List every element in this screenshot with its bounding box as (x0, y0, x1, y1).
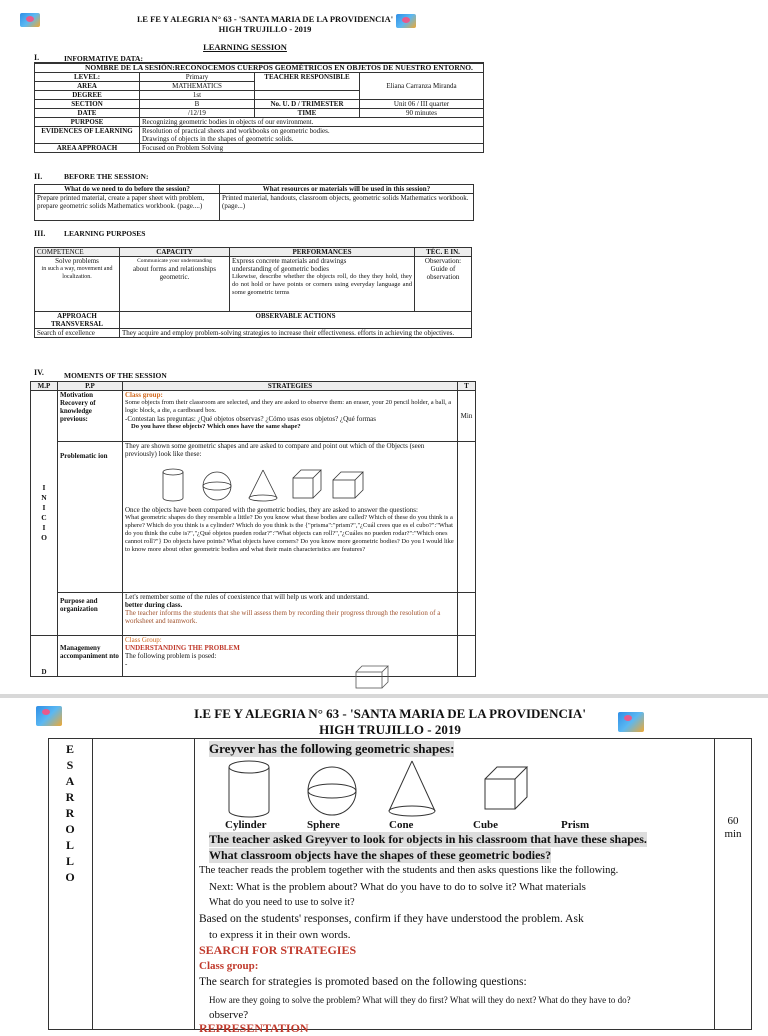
based-responses-2: to express it in their own words. (209, 929, 351, 941)
area-label: AREA (35, 82, 140, 91)
pp-header: P.P (58, 382, 123, 391)
cylinder-icon (163, 469, 183, 501)
label-cube: Cube (473, 819, 499, 831)
capacity-small: Communicate your understanding (137, 258, 212, 264)
time-value: 90 minutes (360, 109, 484, 118)
cube-icon (293, 470, 321, 498)
column-divider-3 (714, 739, 715, 1029)
school-title-2: I.E FE Y ALEGRIA N° 63 - 'SANTA MARIA DE LA PROVIDENCIA' (194, 706, 586, 721)
competence-2: in such a way, movement and localization. (41, 266, 113, 280)
informative-data-table (34, 62, 484, 153)
evidence-label: EVIDENCES OF LEARNING (35, 127, 140, 144)
date-value: /12/19 (140, 109, 255, 118)
competence-header: COMPETENCE (35, 248, 120, 257)
next-questions-1: Next: What is the problem about? What do you have to do to solve it? What materials (209, 881, 586, 893)
session-heading: LEARNING SESSION (203, 42, 287, 52)
inicio-label: I N I C I O (31, 391, 58, 636)
section-label: SECTION (35, 100, 140, 109)
section-4-number: IV. (34, 368, 44, 377)
teacher-reads: The teacher reads the problem together with the students and then asks questions like the following. (199, 865, 619, 876)
time-header: T (458, 382, 476, 391)
learning-purposes-table (34, 247, 472, 338)
purpose-value: Recognizing geometric bodies in objects of our environment. (140, 118, 484, 127)
cone-icon-large (389, 761, 435, 816)
unit-value: Unit 06 / III quarter (360, 100, 484, 109)
pp-problematic: Problematic ion (58, 442, 123, 593)
school-title: I.E FE Y ALEGRIA N° 63 - 'SANTA MARIA DE LA PROVIDENCIA' (136, 14, 394, 24)
label-sphere: Sphere (307, 819, 340, 831)
evidence-value-2: Drawings of objects in the shapes of geometric solids. (142, 135, 294, 143)
section-1-number: I. (34, 53, 40, 62)
performance-1: Express concrete materials and drawings (232, 257, 347, 265)
before-answer-1: Prepare printed material, create a paper sheet with problem, prepare geometric solids Mathematics workbook. (page....) (35, 194, 220, 221)
desarrollo-label: E S A R R O L L O (65, 742, 75, 884)
strategy-1c: Do you have these objects? Which ones have the same shape? (131, 423, 301, 430)
level-value: Primary (140, 73, 255, 82)
competence-1: Solve problems (55, 257, 99, 265)
column-divider-2 (194, 739, 195, 1029)
cube-icon-large (485, 767, 527, 809)
approach-transversal-label: APPROACH TRANSVERSAL (35, 312, 120, 329)
task-1: The teacher asked Greyver to look for objects in his classroom that have these shapes. (209, 832, 647, 846)
geometric-shapes-figure (155, 466, 365, 506)
teacher-label: TEACHER RESPONSIBLE (255, 73, 360, 91)
performance-2: Likewise, describe whether the objects roll, do they they hold, they do not hold or have points or corners using everyday language and some geometric terms (232, 273, 412, 296)
section-3-title: LEARNING PURPOSES (64, 229, 146, 238)
degree-label: DEGREE (35, 91, 140, 100)
evidence-value-1: Resolution of practical sheets and workbooks on geometric bodies. (142, 127, 330, 135)
understanding-problem: UNDERSTANDING THE PROBLEM (125, 644, 240, 652)
date-label: DATE (35, 109, 140, 118)
empty-time-2 (458, 442, 476, 593)
strategy-3c: The teacher informs the students that she will assess them by recording their progress through the resolution of a worksheet and teamwork. (125, 609, 441, 625)
label-cone: Cone (389, 819, 414, 831)
sphere-icon (203, 472, 231, 500)
observe-question: observe? (209, 1009, 249, 1021)
school-logo-left-2 (36, 706, 62, 726)
before-question-2: What resources or materials will be used in this session? (220, 185, 474, 194)
teacher-value: Eliana Carranza Miranda (360, 73, 484, 100)
approach-transversal-value: Search of excellence (35, 329, 120, 338)
area-value: MATHEMATICS (140, 82, 255, 91)
performance-1b: understanding of geometric bodies (232, 265, 330, 273)
d-label: D (31, 636, 58, 677)
approach-value: Focused on Problem Solving (140, 144, 484, 153)
tec-header: TÉC. E IN. (415, 248, 472, 257)
strategy-3b: better during class. (125, 601, 183, 609)
strategy-3a: Let's remember some of the rules of coexistence that will help us work and understand. (125, 593, 370, 601)
session-name: NOMBRE DE LA SESIÓN:RECONOCEMOS CUERPOS GEOMÉTRICOS EN OBJETOS DE NUESTRO ENTORNO. (35, 63, 484, 73)
technique-value: Observation: Guide of observation (415, 257, 472, 312)
level-label: LEVEL: (35, 73, 140, 82)
sphere-icon-large (308, 767, 356, 815)
performances-header: PERFORMANCES (230, 248, 415, 257)
label-prism: Prism (561, 819, 590, 831)
class-group-label-p2: Class group: (199, 960, 259, 972)
shapes-figure-large (217, 757, 597, 819)
pp-management: Managemeny accompaniment nto (58, 636, 123, 677)
before-answer-2: Printed material, handouts, classroom objects, geometric solids Mathematics workbook. (page...) (220, 194, 474, 221)
strategy-1b: -Contestan las preguntas: ¿Qué objetos observas? ¿Cómo usas esos objetos? ¿Qué formas (125, 415, 376, 423)
strategy-2c: What geometric shapes do they resemble a little? Do you know what these bodies are called? Which of these do you think is a sphere? Which do you think is a cylinder? Which do you think is the {"prisma":"prism?","¿Cuál crees que es el cubo?":"What do you think the cube is?","¿Qué objetos pueden rodar?":"What objects can roll?","¿Cuáles no pueden rodar?":"Which ones cannot roll?"} Do objects have points? What objects have corners? Do you know more geometric bodies? Do you I would like to know more about other geometric bodies and what their main characteristics are features? (125, 514, 454, 553)
small-prism-icon (354, 664, 390, 692)
strategy-2a: They are shown some geometric shapes and are asked to compare and point out which of the Objects (seen previously) look like these: (125, 442, 425, 458)
time-1: Min (458, 391, 476, 442)
section-1-title: INFORMATIVE DATA: (64, 54, 143, 63)
task-2: What classroom objects have the shapes of these geometric bodies? (209, 848, 552, 862)
strategy-4c: - (125, 660, 128, 668)
time-60-min: 60 min (724, 815, 742, 840)
strategy-4b: The following problem is posed: (125, 652, 217, 660)
prism-icon (333, 472, 363, 498)
representation-title: REPRESENTATION (199, 1021, 309, 1035)
class-group-label-1: Class group: (125, 391, 163, 399)
section-3-number: III. (34, 229, 46, 238)
approach-label: AREA APPROACH (35, 144, 140, 153)
school-year: HIGH TRUJILLO - 2019 (218, 24, 312, 34)
strategies-header: STRATEGIES (123, 382, 458, 391)
empty-time-4 (458, 636, 476, 677)
search-strategies-title: SEARCH FOR STRATEGIES (199, 943, 357, 957)
next-questions-2: What do you need to use to solve it? (209, 897, 355, 908)
strategy-1a: Some objects from their classroom are selected, and they are asked to observe them: an eraser, your 20 pencil holder, a ball, a logic block, a die, a cardboard box. (125, 399, 452, 414)
pp-purpose: Purpose and organization (58, 593, 123, 636)
before-session-table (34, 184, 474, 221)
class-group-label-4: Class Group: (125, 636, 162, 644)
strategy-2b: Once the objects have been compared with the geometric bodies, they are asked to answer the questions: (125, 506, 418, 514)
section-2-title: BEFORE THE SESSION: (64, 172, 149, 181)
time-label: TIME (255, 109, 360, 118)
empty-time-3 (458, 593, 476, 636)
development-table (48, 738, 752, 1035)
mp-header: M.P (31, 382, 58, 391)
based-responses-1: Based on the students' responses, confirm if they have understood the problem. Ask (199, 913, 584, 925)
observable-actions-label: OBSERVABLE ACTIONS (120, 312, 472, 329)
purpose-label: PURPOSE (35, 118, 140, 127)
section-4-title: MOMENTS OF THE SESSION (64, 371, 167, 380)
label-cylinder: Cylinder (225, 819, 267, 831)
page-divider (0, 694, 768, 698)
search-promotion: The search for strategies is promoted based on the following questions: (199, 976, 527, 988)
empty-cell (255, 91, 360, 100)
capacity-header: CAPACITY (120, 248, 230, 257)
column-divider-1 (92, 739, 93, 1029)
cylinder-icon-large (229, 761, 269, 817)
school-logo-right-2 (618, 712, 644, 732)
moments-table (30, 381, 476, 677)
greyver-intro: Greyver has the following geometric shapes: (209, 741, 455, 756)
before-question-1: What do we need to do before the session? (35, 185, 220, 194)
school-year-2: HIGH TRUJILLO - 2019 (319, 722, 461, 737)
school-logo-left (20, 13, 40, 27)
section-2-number: II. (34, 172, 43, 181)
section-value: B (140, 100, 255, 109)
cone-icon (249, 470, 277, 501)
degree-value: 1st (140, 91, 255, 100)
capacity-text: about forms and relationships geometric. (132, 265, 216, 281)
unit-label: No. U. D / TRIMESTER (255, 100, 360, 109)
observable-actions-value: They acquire and employ problem-solving strategies to increase their effectiveness. efforts in achieving the objectives. (120, 329, 472, 338)
pp-motivation: Motivation Recovery of knowledge previous: (58, 391, 123, 442)
how-questions: How are they going to solve the problem? What will they do first? What will they do next? What do they have to do? (209, 995, 631, 1005)
